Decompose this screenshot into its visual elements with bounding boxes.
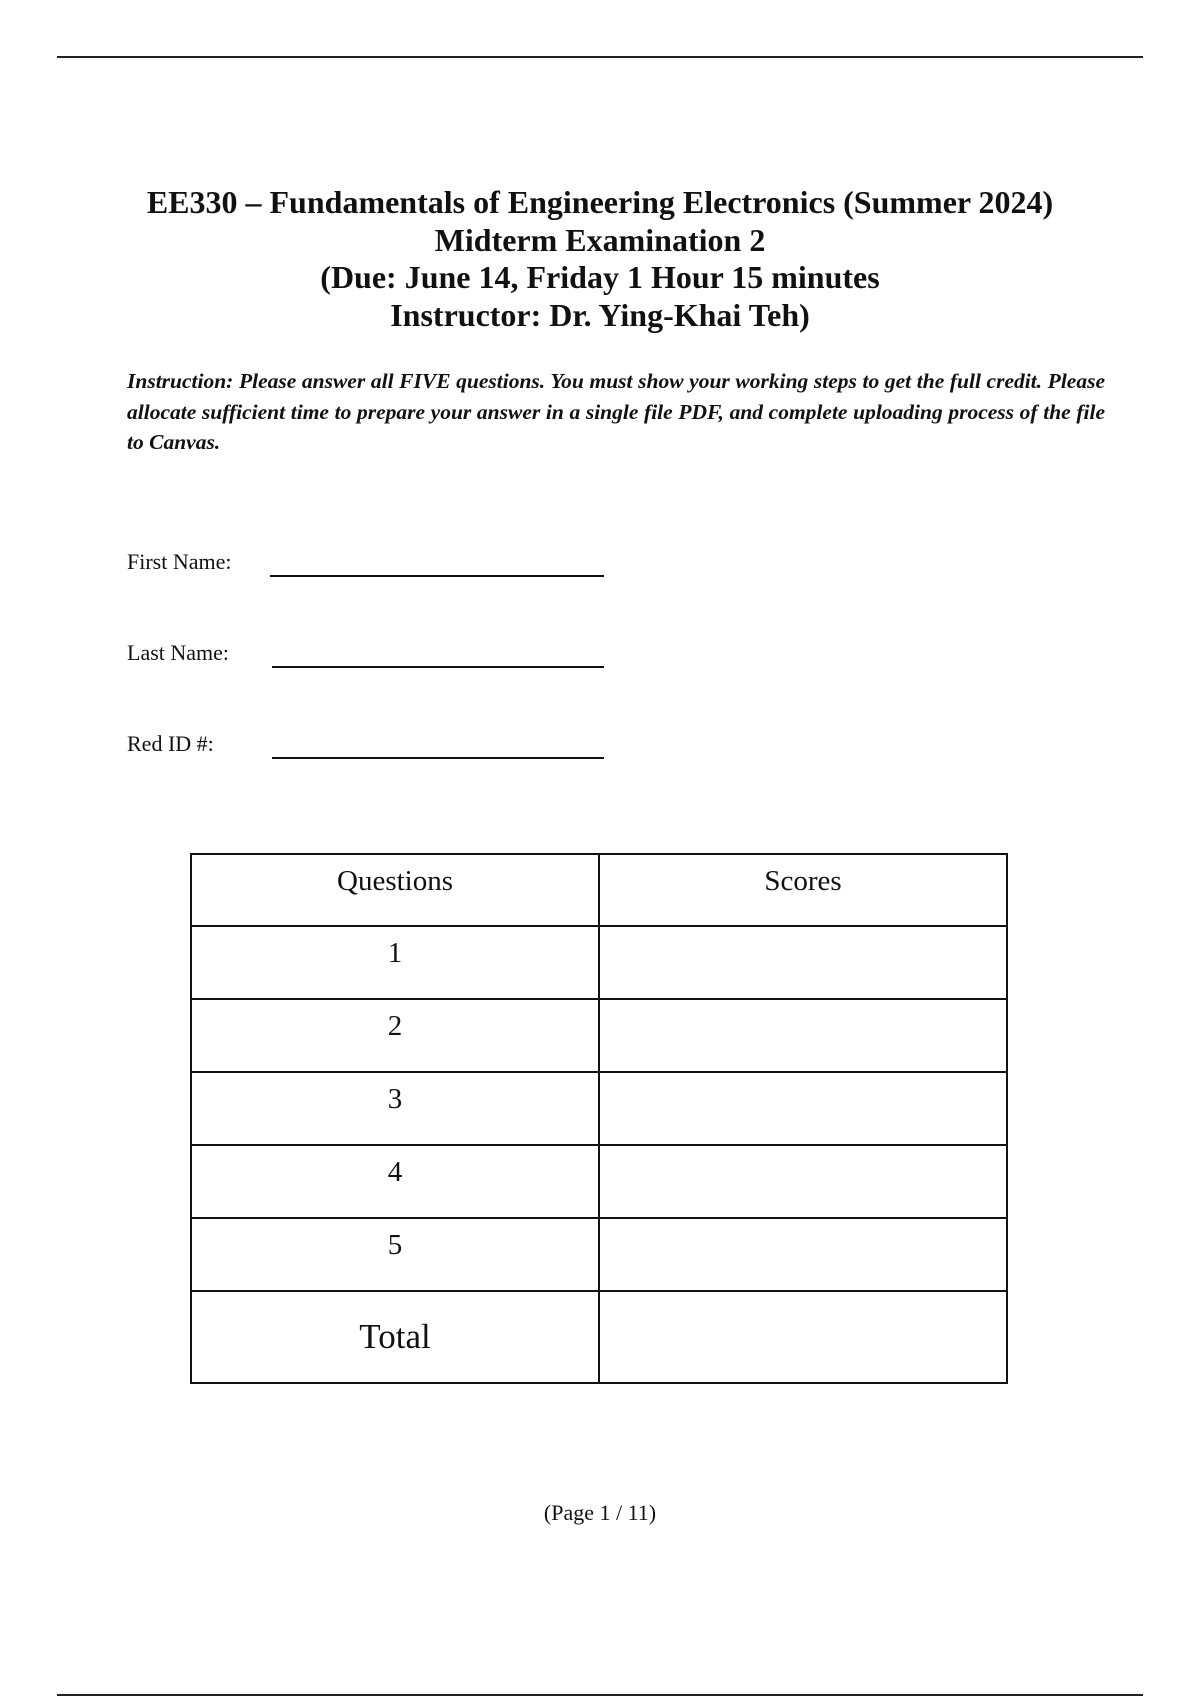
exam-due: (Due: June 14, Friday 1 Hour 15 minutes [320,259,880,295]
first-name-label: First Name: [127,549,232,574]
table-row [191,999,1007,1072]
question-number: 5 [191,1218,599,1291]
score-cell[interactable] [599,999,1007,1072]
table-row [191,926,1007,999]
score-table [190,853,1008,1384]
red-id-blank[interactable] [272,757,604,759]
page-number: (Page 1 / 11) [543,1500,657,1525]
score-cell[interactable] [599,1218,1007,1291]
red-id-field[interactable] [127,731,627,761]
question-number: 3 [191,1072,599,1145]
question-number: 1 [191,926,599,999]
exam-instruction: Instruction: Please answer all FIVE questions. You must show your working steps to get the full credit. Please allocate sufficient time to prepare your answer in a single file PDF, and complete uploading process of the file to Canvas. [127,369,1105,454]
table-row [191,1145,1007,1218]
exam-title-block [0,184,1200,334]
table-row [191,1218,1007,1291]
first-name-field[interactable] [127,549,627,579]
table-row [191,1072,1007,1145]
score-cell[interactable] [599,1145,1007,1218]
top-rule [57,56,1143,58]
questions-header: Questions [191,854,599,926]
last-name-label: Last Name: [127,640,230,665]
exam-name: Midterm Examination 2 [434,221,766,258]
question-number: 4 [191,1145,599,1218]
first-name-blank[interactable] [270,575,604,577]
total-label: Total [191,1291,599,1383]
score-cell[interactable] [599,1072,1007,1145]
last-name-blank[interactable] [272,666,604,668]
scores-header: Scores [599,854,1007,926]
score-cell[interactable] [599,926,1007,999]
total-score-cell[interactable] [599,1291,1007,1383]
last-name-field[interactable] [127,640,627,670]
bottom-rule [57,1694,1143,1696]
red-id-label: Red ID #: [127,731,214,756]
course-title: EE330 – Fundamentals of Engineering Electronics (Summer 2024) [146,184,1054,220]
question-number: 2 [191,999,599,1072]
exam-instructor: Instructor: Dr. Ying-Khai Teh) [390,296,810,333]
total-row [191,1291,1007,1383]
score-table-header-row [191,854,1007,926]
